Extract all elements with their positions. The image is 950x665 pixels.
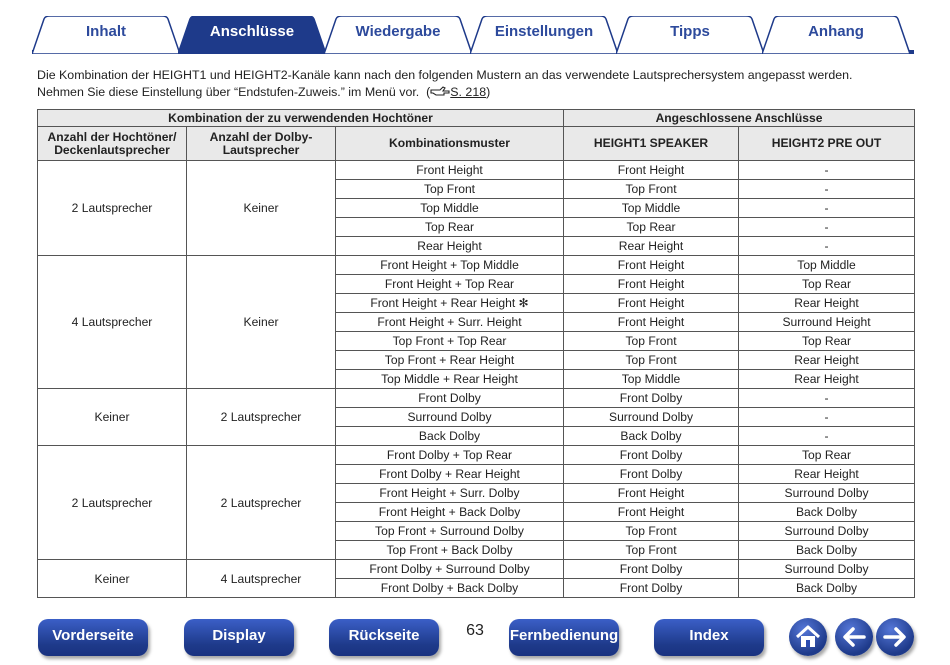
intro-line-2: [37, 84, 917, 101]
tab-label: Inhalt: [86, 23, 126, 40]
height1-cell: Front Dolby: [564, 389, 739, 408]
height1-cell: Top Front: [564, 351, 739, 370]
height2-cell: Back Dolby: [739, 503, 915, 522]
height2-cell: -: [739, 218, 915, 237]
height-speaker-count-cell: Keiner: [38, 560, 187, 598]
height2-cell: Top Rear: [739, 446, 915, 465]
height-speaker-count-cell: 2 Lautsprecher: [38, 161, 187, 256]
pattern-cell: Front Dolby + Surround Dolby: [336, 560, 564, 579]
pointing-hand-icon: [430, 84, 450, 101]
tab-label: Wiedergabe: [355, 23, 441, 40]
group-header-combination: Kombination der zu verwendenden Hochtöner: [38, 110, 564, 127]
height2-cell: Top Rear: [739, 332, 915, 351]
column-header-height1: HEIGHT1 SPEAKER: [564, 127, 739, 161]
pattern-cell: Front Height: [336, 161, 564, 180]
rear-panel-button[interactable]: [329, 619, 439, 656]
speaker-combination-table: [37, 109, 915, 598]
pattern-cell: Front Dolby: [336, 389, 564, 408]
intro-text: [37, 67, 917, 100]
tab-label: Anschlüsse: [209, 23, 295, 40]
page-number: 63: [466, 622, 484, 639]
table-row: [38, 161, 915, 180]
height2-cell: Surround Dolby: [739, 484, 915, 503]
pattern-cell: Front Height + Top Middle: [336, 256, 564, 275]
previous-page-button[interactable]: [835, 618, 873, 656]
height1-cell: Surround Dolby: [564, 408, 739, 427]
height1-cell: Top Front: [564, 541, 739, 560]
tab-inhalt[interactable]: [32, 16, 180, 50]
height2-cell: Top Middle: [739, 256, 915, 275]
height2-cell: -: [739, 237, 915, 256]
table-row: [38, 446, 915, 465]
tab-label: Anhang: [808, 23, 864, 40]
pattern-cell: Top Front + Rear Height: [336, 351, 564, 370]
dolby-speaker-count-cell: Keiner: [187, 256, 336, 389]
intro-line-1: Die Kombination der HEIGHT1 und HEIGHT2-Kanäle kann nach den folgenden Mustern an das verwendete Lautsprechersystem angepasst werden.: [37, 68, 853, 82]
height-speaker-count-cell: Keiner: [38, 389, 187, 446]
height1-cell: Front Height: [564, 256, 739, 275]
pattern-cell: Front Dolby + Top Rear: [336, 446, 564, 465]
button-label: Display: [212, 627, 266, 644]
height2-cell: Rear Height: [739, 294, 915, 313]
height1-cell: Front Dolby: [564, 560, 739, 579]
button-label: Fernbedienung: [509, 627, 619, 644]
tab-anschluesse[interactable]: [178, 16, 326, 50]
pattern-cell: Top Middle + Rear Height: [336, 370, 564, 389]
ref-open: (: [426, 84, 431, 99]
height-speaker-count-cell: 2 Lautsprecher: [38, 446, 187, 560]
pattern-cell: Top Front + Top Rear: [336, 332, 564, 351]
arrow-right-icon: [876, 618, 914, 656]
pattern-cell: Front Dolby + Rear Height: [336, 465, 564, 484]
next-page-button[interactable]: [876, 618, 914, 656]
home-button[interactable]: [789, 618, 827, 656]
tab-einstellungen[interactable]: [470, 16, 618, 50]
height1-cell: Top Front: [564, 522, 739, 541]
height-speaker-count-cell: 4 Lautsprecher: [38, 256, 187, 389]
height1-cell: Front Height: [564, 484, 739, 503]
column-header-height2: HEIGHT2 PRE OUT: [739, 127, 915, 161]
height1-cell: Top Middle: [564, 370, 739, 389]
tab-anhang[interactable]: [762, 16, 910, 50]
height2-cell: -: [739, 389, 915, 408]
pattern-cell: Top Middle: [336, 199, 564, 218]
tab-label: Tipps: [670, 23, 710, 40]
height2-cell: -: [739, 427, 915, 446]
table-row: [38, 560, 915, 579]
height2-cell: Top Rear: [739, 275, 915, 294]
height1-cell: Front Height: [564, 275, 739, 294]
tab-wiedergabe[interactable]: [324, 16, 472, 50]
dolby-speaker-count-cell: 2 Lautsprecher: [187, 446, 336, 560]
ref-close: ): [486, 84, 491, 99]
height1-cell: Top Front: [564, 332, 739, 351]
tab-tipps[interactable]: [616, 16, 764, 50]
height2-cell: Back Dolby: [739, 579, 915, 598]
page-link[interactable]: S. 218: [450, 84, 487, 99]
pattern-cell: Top Front: [336, 180, 564, 199]
pattern-cell: Top Rear: [336, 218, 564, 237]
button-label: Rückseite: [348, 627, 420, 644]
height2-cell: Surround Dolby: [739, 560, 915, 579]
pattern-cell: Front Height + Back Dolby: [336, 503, 564, 522]
dolby-speaker-count-cell: 2 Lautsprecher: [187, 389, 336, 446]
height1-cell: Front Dolby: [564, 446, 739, 465]
height1-cell: Top Rear: [564, 218, 739, 237]
column-header-height-speakers: Anzahl der Hochtöner/ Deckenlautsprecher: [38, 127, 187, 161]
height2-cell: -: [739, 180, 915, 199]
pattern-cell: Front Height + Top Rear: [336, 275, 564, 294]
pattern-cell: Top Front + Back Dolby: [336, 541, 564, 560]
pattern-cell: Surround Dolby: [336, 408, 564, 427]
pattern-cell: Front Height + Surr. Height: [336, 313, 564, 332]
group-header-connections: Angeschlossene Anschlüsse: [564, 110, 915, 127]
index-button[interactable]: [654, 619, 764, 656]
pattern-cell: Top Front + Surround Dolby: [336, 522, 564, 541]
remote-control-button[interactable]: [509, 619, 619, 656]
height2-cell: Rear Height: [739, 351, 915, 370]
height2-cell: Back Dolby: [739, 541, 915, 560]
height2-cell: Surround Dolby: [739, 522, 915, 541]
button-label: Vorderseite: [52, 627, 134, 644]
pattern-cell: Front Height + Surr. Dolby: [336, 484, 564, 503]
table-row: [38, 389, 915, 408]
height2-cell: -: [739, 408, 915, 427]
home-icon: [789, 618, 827, 656]
height1-cell: Rear Height: [564, 237, 739, 256]
height1-cell: Front Dolby: [564, 465, 739, 484]
height1-cell: Front Height: [564, 313, 739, 332]
height2-cell: Surround Height: [739, 313, 915, 332]
tab-bar: [32, 16, 914, 54]
arrow-left-icon: [835, 618, 873, 656]
tab-label: Einstellungen: [494, 23, 594, 40]
height2-cell: -: [739, 199, 915, 218]
column-header-dolby-speakers: Anzahl der Dolby-Lautsprecher: [187, 127, 336, 161]
table-body: [38, 161, 915, 598]
height1-cell: Front Height: [564, 294, 739, 313]
dolby-speaker-count-cell: 4 Lautsprecher: [187, 560, 336, 598]
pattern-cell: Back Dolby: [336, 427, 564, 446]
height2-cell: Rear Height: [739, 370, 915, 389]
table-row: [38, 256, 915, 275]
pattern-cell: Front Height + Rear Height ✻: [336, 294, 564, 313]
height1-cell: Front Dolby: [564, 579, 739, 598]
height1-cell: Back Dolby: [564, 427, 739, 446]
height1-cell: Top Front: [564, 180, 739, 199]
front-panel-button[interactable]: [38, 619, 148, 656]
column-header-pattern: Kombinationsmuster: [336, 127, 564, 161]
pattern-cell: Rear Height: [336, 237, 564, 256]
button-label: Index: [689, 627, 729, 644]
height1-cell: Front Height: [564, 161, 739, 180]
page-reference: [423, 85, 491, 99]
height2-cell: -: [739, 161, 915, 180]
dolby-speaker-count-cell: Keiner: [187, 161, 336, 256]
intro-line-2-text: Nehmen Sie diese Einstellung über “Endstufen-Zuweis.” im Menü vor.: [37, 84, 420, 99]
height1-cell: Front Height: [564, 503, 739, 522]
height2-cell: Rear Height: [739, 465, 915, 484]
display-button[interactable]: [184, 619, 294, 656]
pattern-cell: Front Dolby + Back Dolby: [336, 579, 564, 598]
height1-cell: Top Middle: [564, 199, 739, 218]
